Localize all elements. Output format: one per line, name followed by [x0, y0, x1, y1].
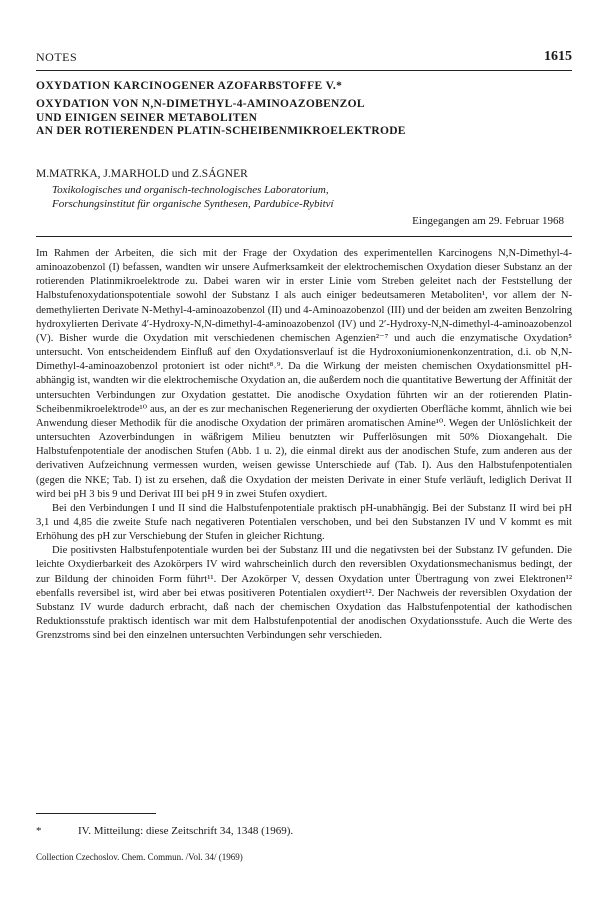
footnote-text: IV. Mitteilung: diese Zeitschrift 34, 1348 (1969).	[78, 825, 294, 837]
title-line-1: OXYDATION VON N,N-DIMETHYL-4-AMINOAZOBENZOL	[36, 98, 365, 110]
title-block-rule	[36, 236, 572, 237]
received-date: Eingegangen am 29. Februar 1968	[412, 215, 564, 227]
footnote-mark: *	[36, 825, 42, 837]
affiliation-line-1: Toxikologisches und organisch-technologisches Laboratorium,	[52, 184, 329, 196]
section-label: NOTES	[36, 50, 78, 64]
body-paragraph-1: Im Rahmen der Arbeiten, die sich mit der Frage der Oxydation des experimentellen Karcinogens N,N-Dimethyl-4-aminoazobenzol (I) befassen, wandten wir unsere Aufmerksamkeit der elektrochemischen Oxydation dieser Substanz an der rotierenden Platinmikroelektrode zu. Dabei waren wir in erster Linie vom Streben geleitet nach der Feststellung der Halbstufenoxydationspotentiale sowohl der Substanz I als auch einiger bedeutsameren Metaboliten¹, vor allem der N-demethylierten Derivate N-Methyl-4-aminoazobenzol (II) und 4-Aminoazobenzol (III) und der beiden am zweiten Benzolring hydroxylierten Derivate 4′-Hydroxy-N,N-dimethyl-4-aminoazobenzol (IV) und 2′-Hydroxy-N,N-dimethyl-4-aminoazobenzol (V). Bisher wurde die Oxydation mit verschiedenen chemischen Agenzien²⁻⁷ und auch die enzymatische Oxydation⁵ untersucht. Von entscheidendem Einfluß auf den Oxydationsverlauf ist die Hydroxoniumionenkonzentration, d.i. ob N,N-Dimethyl-4-aminoazobenzol protoniert ist oder nicht⁸˒⁹. Da die Wirkung der meisten chemischen Oxydationsmittel pH-abhängig ist, wandten wir die elektrochemische Oxydation an, die außerdem noch die quantitative Bewertung der Affinität der untersuchten Verbindungen zur Oxydation gestattet. Die anodische Oxydation führten wir an der rotierenden Platin-Scheibenmikroelektrode¹⁰ aus, an der es zur mechanischen Regenerierung der oxydierten Oberfläche kommt, ähnlich wie bei Anwendung dieser Methodik für die anodische Oxydation der primären aromatischen Amine¹⁰. Wegen der Unlöslichkeit der untersuchten Azoverbindungen in wäßrigem Milieu benutzten wir Pufferlösungen mit 50% Dioxangehalt. Die Halbstufenpotentiale der anodischen Stufen (Abb. 1 u. 2), die einmal direkt aus der anodischen Stufe, zum anderen aus der derivativen Aufzeichnung vermessen wurden, weisen gewisse Unterschiede auf (Tab. I). Aus den Halbstufenpotentialen (gegen die NKE; Tab. I) ist zu ersehen, daß die Oxydation der meisten Derivate in einer Stufe verläuft, lediglich Derivat II wird bei pH 3 bis 9 und Derivat III bei pH 9 in zwei Stufen oxydiert.	[36, 248, 572, 500]
article-body	[36, 247, 572, 643]
header-rule	[36, 70, 572, 71]
affiliation-line-2: Forschungsinstitut für organische Synthesen, Pardubice-Rybitví	[52, 198, 334, 210]
footnote-rule	[36, 813, 156, 814]
affiliation	[52, 183, 334, 211]
title-line-2: UND EINIGEN SEINER METABOLITEN	[36, 111, 258, 124]
page-number: 1615	[544, 49, 572, 64]
body-paragraph-3: Die positivsten Halbstufenpotentiale wurden bei der Substanz III und die negativsten bei der Substanz IV gefunden. Die leichte Oxydierbarkeit des Azokörpers IV wird wahrscheinlich durch den reversiblen Oxydationsmechanismus bedingt, der zur Bildung der chinoiden Form führt¹¹. Der Azokörper V, dessen Oxydation unter Übertragung von zwei Elektronen¹² ebenfalls reversibel ist, wird aber bei etwas positiveren Potentialen oxydiert¹². Der Nachweis der reversiblen Oxydation der Substanz IV wurde dadurch erbracht, daß nach der chemischen Oxydation das Halbstufenpotential der kathodischen Reduktionsstufe praktisch identisch war mit dem Halbstufenpotential der anodischen Oxydationsstufe. Auch die Werte des Grenzstroms sind bei den einzelnen untersuchten Verbindungen sehr verschieden.	[36, 545, 572, 642]
running-head	[36, 50, 572, 68]
series-title: OXYDATION KARCINOGENER AZOFARBSTOFFE V.*	[36, 80, 343, 92]
journal-citation: Collection Czechoslov. Chem. Commun. /Vol. 34/ (1969)	[36, 852, 243, 862]
article-title-block	[36, 80, 576, 139]
title-line-3: AN DER ROTIERENDEN PLATIN-SCHEIBENMIKROELEKTRODE	[36, 125, 406, 137]
authors: M.MATRKA, J.MARHOLD und Z.SÁGNER	[36, 168, 248, 180]
footnote	[36, 825, 293, 837]
body-paragraph-2: Bei den Verbindungen I und II sind die Halbstufenpotentiale praktisch pH-unabhängig. Bei der Substanz II wird bei pH 3,1 und 4,85 die zweite Stufe nach negativeren Potentialen verschoben, und bei den Substanzen IV und V kommt es mit Erhöhung des pH zur Verschiebung der Stufen in gleicher Richtung.	[36, 502, 572, 543]
